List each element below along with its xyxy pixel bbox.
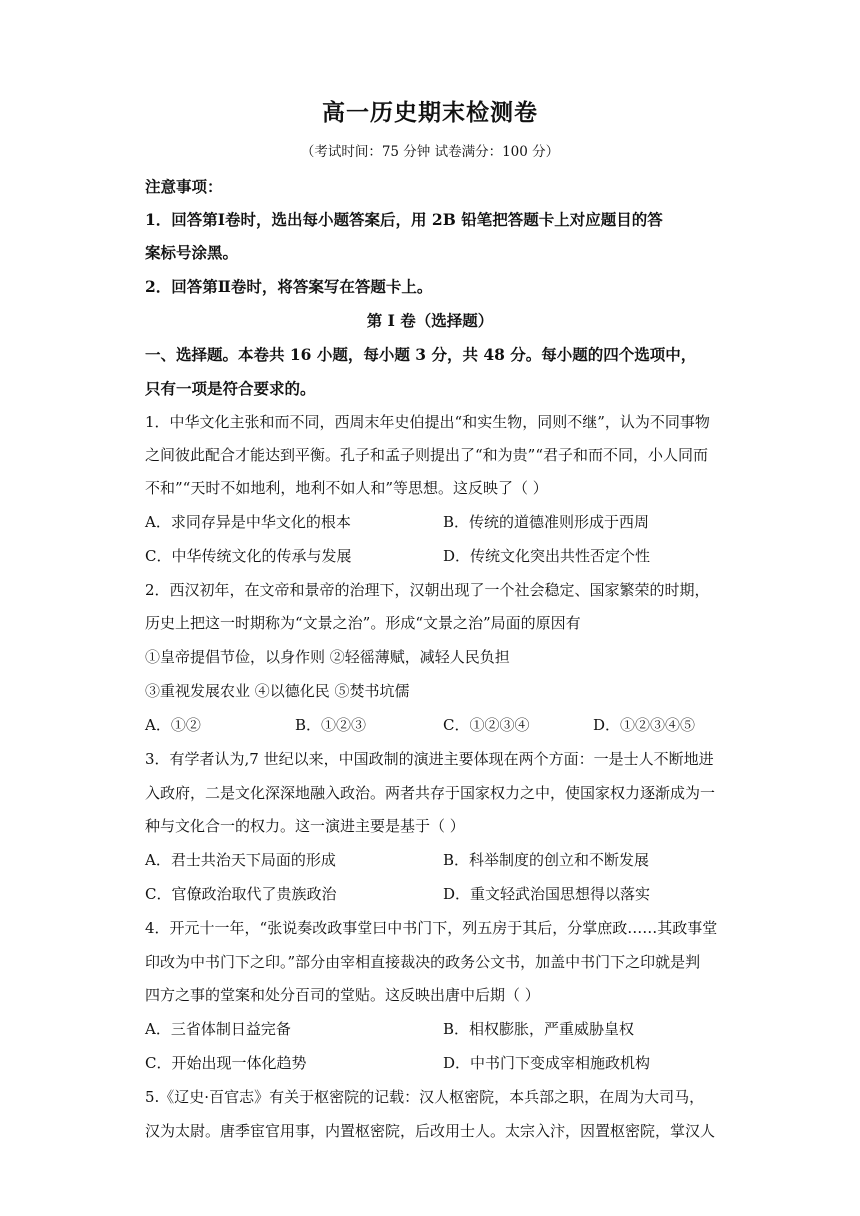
question-4-line-3: 四方之事的堂案和处分百司的堂贴。这反映出唐中后期（ ） (145, 986, 540, 1004)
question-3-line-2: 入政府，二是文化深深地融入政治。两者共存于国家权力之中，使国家权力逐渐成为一 (145, 784, 716, 802)
question-3-option-c: C．官僚政治取代了贵族政治 (145, 885, 337, 903)
question-1-line-2: 之间彼此配合才能达到平衡。孔子和孟子则提出了“和为贵”“君子和而不同，小人同而 (145, 446, 709, 464)
question-5-line-1: 5.《辽史·百官志》有关于枢密院的记载：汉人枢密院，本兵部之职，在周为大司马， (145, 1088, 705, 1106)
notes-heading: 注意事项： (145, 177, 223, 196)
question-2-option-a: A．①② (145, 716, 201, 734)
section-title: 第 I 卷（选择题） (366, 311, 494, 330)
question-2-option-c: C．①②③④ (443, 716, 530, 734)
note-2: 2．回答第Ⅱ卷时，将答案写在答题卡上。 (145, 277, 433, 296)
page-title: 高一历史期末检测卷 (322, 99, 538, 126)
question-1-line-3: 不和”“天时不如地利，地利不如人和”等思想。这反映了（ ） (145, 479, 548, 497)
question-3-option-b: B．科举制度的创立和不断发展 (443, 851, 650, 869)
question-3-option-d: D．重文轻武治国思想得以落实 (443, 885, 651, 903)
question-1-option-a: A．求同存异是中华文化的根本 (145, 513, 351, 531)
question-4-option-b: B．相权膨胀，严重威胁皇权 (443, 1020, 635, 1038)
note-1-line-1: 1．回答第Ⅰ卷时，选出每小题答案后，用 2B 铅笔把答题卡上对应题目的答 (145, 210, 663, 229)
question-2-option-d: D．①②③④⑤ (593, 716, 696, 734)
question-4-option-a: A．三省体制日益完备 (145, 1020, 291, 1038)
question-2-line-3: ①皇帝提倡节俭，以身作则 ②轻徭薄赋，减轻人民负担 (145, 648, 510, 666)
question-2-option-b: B．①②③ (295, 716, 367, 734)
note-1-line-2: 案标号涂黑。 (145, 243, 239, 262)
question-1-line-1: 1．中华文化主张和而不同，西周末年史伯提出“和实生物，同则不继”，认为不同事物 (145, 413, 710, 431)
question-4-line-1: 4．开元十一年，“张说奏改政事堂曰中书门下，列五房于其后，分掌庶政……其政事堂 (145, 919, 718, 937)
question-4-option-d: D．中书门下变成宰相施政机构 (443, 1054, 651, 1072)
question-4-line-2: 印改为中书门下之印。”部分由宰相直接裁决的政务公文书，加盖中书门下之印就是判 (145, 953, 701, 971)
exam-info: （考试时间：75 分钟 试卷满分：100 分） (300, 144, 560, 160)
question-3-option-a: A．君士共治天下局面的形成 (145, 851, 336, 869)
question-1-option-b: B．传统的道德准则形成于西周 (443, 513, 650, 531)
question-1-option-d: D．传统文化突出共性否定个性 (443, 547, 651, 565)
question-3-line-1: 3．有学者认为,7 世纪以来，中国政制的演进主要体现在两个方面：一是士人不断地进 (145, 750, 714, 768)
section-instructions-line-2: 只有一项是符合要求的。 (145, 379, 316, 398)
question-2-line-2: 历史上把这一时期称为“文景之治”。形成“文景之治”局面的原因有 (145, 614, 581, 632)
question-2-line-1: 2．西汉初年，在文帝和景帝的治理下，汉朝出现了一个社会稳定、国家繁荣的时期， (145, 581, 710, 599)
question-5-line-2: 汉为太尉。唐季宦官用事，内置枢密院，后改用士人。太宗入汴，因置枢密院，掌汉人 (145, 1122, 716, 1140)
section-instructions-line-1: 一、选择题。本卷共 16 小题，每小题 3 分，共 48 分。每小题的四个选项中， (145, 345, 697, 364)
question-4-option-c: C．开始出现一体化趋势 (145, 1054, 307, 1072)
question-2-line-4: ③重视发展农业 ④以德化民 ⑤焚书坑儒 (145, 682, 410, 700)
question-1-option-c: C．中华传统文化的传承与发展 (145, 547, 352, 565)
question-3-line-3: 种与文化合一的权力。这一演进主要是基于（ ） (145, 817, 465, 835)
